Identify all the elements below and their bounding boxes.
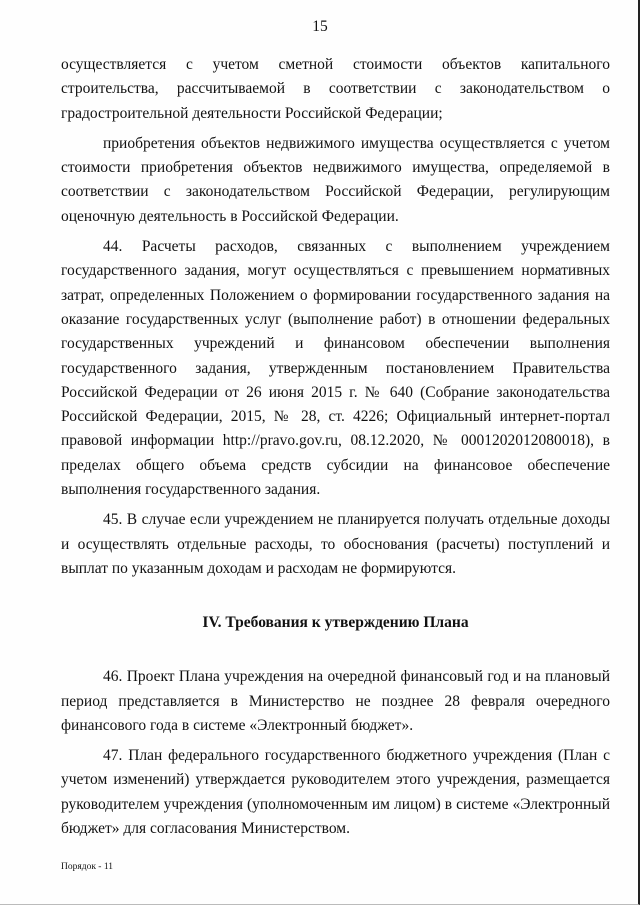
paragraph-46: 46. Проект Плана учреждения на очередной финансовый год и на плановый период представляется в Министерство не позднее 28 февраля очередного финансового года в системе «Электронный бюджет». <box>61 668 610 734</box>
document-body <box>61 53 610 841</box>
paragraph-real-estate: приобретения объектов недвижимого имущества осуществляется с учетом стоимости приобретения объектов недвижимого имущества, определяемой в соответствии с законодательством Российской Федерации, регулирующим оценочную деятельность в Российской Федерации. <box>61 134 610 225</box>
paragraph-45: 45. В случае если учреждением не планируется получать отдельные доходы и осуществлять отдельные расходы, то обоснования (расчеты) поступлений и выплат по указанным доходам и расходам не формируются. <box>61 511 610 577</box>
paragraph-47: 47. План федерального государственного бюджетного учреждения (План с учетом изменений) утверждается руководителем этого учреждения, размещается руководителем учреждения (уполномоченным им лицом) в системе «Электронный бюджет» для согласования Министерством. <box>61 747 610 838</box>
paragraph-44: 44. Расчеты расходов, связанных с выполнением учреждением государственного задания, могут осуществляться с превышением нормативных затрат, определенных Положением о формировании государственного задания на оказание государственных услуг (выполнение работ) в отношении федеральных государственных учреждений и финансовом обеспечении выполнения государственного задания, утвержденным постановлением Правительства Российской Федерации от 26 июня 2015 г. № 640 (Собрание законодательства Российской Федерации, 2015, № 28, ст. 4226; Официальный интернет-портал правовой информации http://pravo.gov.ru, 08.12.2020, № 0001202012080018), в пределах общего объема средств субсидии на финансовое обеспечение выполнения государственного задания. <box>61 238 610 499</box>
footer-document-id: Порядок - 11 <box>61 862 113 872</box>
paragraph-continuation: осуществляется с учетом сметной стоимости объектов капитального строительства, рассчитываемой в соответствии с законодательством о градостроительной деятельности Российской Федерации; <box>61 56 610 122</box>
page-number: 15 <box>312 18 328 35</box>
section-iv-heading: IV. Требования к утверждению Плана <box>202 614 469 632</box>
